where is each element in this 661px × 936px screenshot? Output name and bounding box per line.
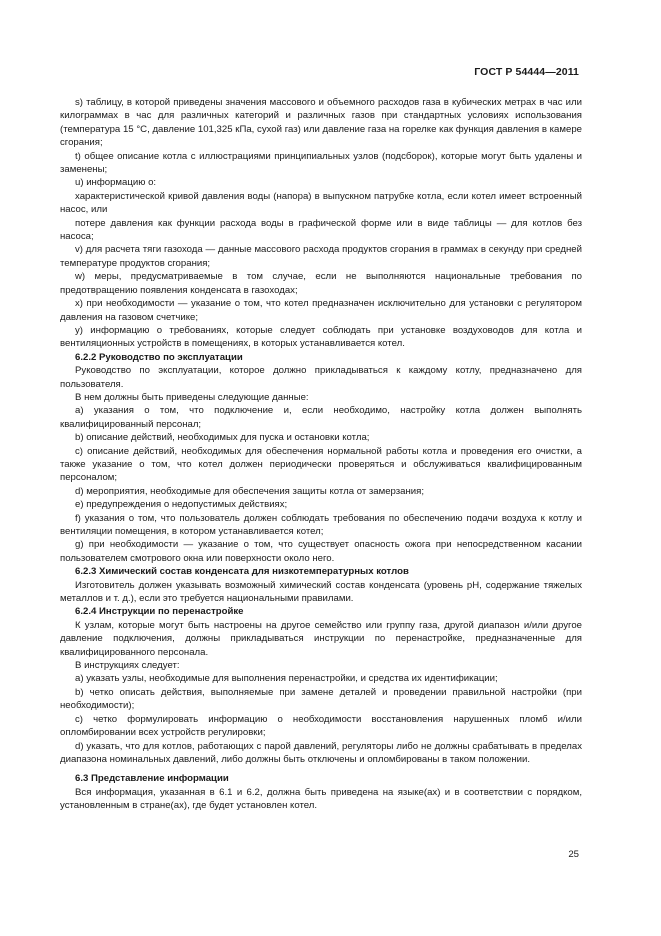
paragraph-item-y: y) информацию о требованиях, которые следует соблюдать при установке воздуховодов для котла и вентиляционных устройств в помещениях, в которых устанавливается котел. xyxy=(60,324,582,350)
paragraph-item-t: t) общее описание котла с иллюстрациями принципиальных узлов (подсборок), которые могут быть удалены и заменены; xyxy=(60,150,582,176)
page-number: 25 xyxy=(568,849,579,860)
document-code: ГОСТ Р 54444—2011 xyxy=(474,66,579,78)
paragraph-item-x: x) при необходимости — указание о том, что котел предназначен исключительно для установки с регулятором давления на газовом счетчике; xyxy=(60,298,582,323)
paragraph: К узлам, которые могут быть настроены на другое семейство или группу газа, другой диапазон и/или другое давление подключения, должны прикладываться инструкции по перенастройке, предназначенные для квалифицированного персонала. xyxy=(60,619,582,658)
list-item-a: a) указания о том, что подключение и, если необходимо, настройку котла должен выполнять квалифицированный персонал; xyxy=(60,405,582,430)
section-heading-6-2-4: 6.2.4 Инструкции по перенастройке xyxy=(75,606,244,618)
list-item-d: d) указать, что для котлов, работающих с парой давлений, регуляторы либо не должны срабатывать в пределах диапазона номинальных давлений, либо должны быть отключены и опломбированы в таком положении. xyxy=(60,740,582,765)
page-body xyxy=(60,96,582,813)
paragraph: В инструкциях следует: xyxy=(75,660,180,672)
paragraph-item-v: v) для расчета тяги газохода — данные массового расхода продуктов сгорания в граммах в секунду при средней температуре продуктов сгорания; xyxy=(60,244,582,269)
list-item-f: f) указания о том, что пользователь должен соблюдать требования по обеспечению подачи воздуха к котлу и вентиляции помещения, в котором устанавливается котел; xyxy=(60,512,582,537)
paragraph: Вся информация, указанная в 6.1 и 6.2, должна быть приведена на языке(ах) и в соответствии с порядком, установленным в стране(ах), где будет установлен котел. xyxy=(60,786,582,812)
paragraph-u-sub-2: потере давления как функции расхода воды в графической форме или в виде таблицы — для котлов без насоса; xyxy=(60,217,582,243)
list-item-d: d) мероприятия, необходимые для обеспечения защиты котла от замерзания; xyxy=(75,485,425,497)
paragraph-item-s: s) таблицу, в которой приведены значения массового и объемного расходов газа в кубических метрах в час или килограммах в час для различных категорий и различных газов при стандартных условиях использования (температура 15 °C, давление 101,325 кПа, сухой газ) или давление газа на горелке как функция давления в камере сгорания; xyxy=(60,97,582,149)
paragraph: Изготовитель должен указывать возможный химический состав конденсата (уровень pH, содержание тяжелых металлов и т. д.), если это требуется национальными правилами. xyxy=(60,579,582,605)
list-item-b: b) описание действий, необходимых для пуска и остановки котла; xyxy=(75,432,370,444)
list-item-g: g) при необходимости — указание о том, что существует опасность ожога при непосредственном касании пользователем смотрового окна или поверхности около него. xyxy=(60,539,582,564)
paragraph: Руководство по эксплуатации, которое должно прикладываться к каждому котлу, предназначено для пользователя. xyxy=(60,365,582,390)
list-item-a: a) указать узлы, необходимые для выполнения перенастройки, и средства их идентификации; xyxy=(75,673,498,685)
section-heading-6-2-2: 6.2.2 Руководство по эксплуатации xyxy=(75,351,243,363)
list-item-c: c) описание действий, необходимых для обеспечения нормальной работы котла и проведения его очистки, а также указание о том, что котел должен периодически проверяться и обслуживаться квалифицированным персоналом; xyxy=(60,445,582,484)
section-heading-6-3: 6.3 Представление информации xyxy=(75,773,229,785)
list-item-b: b) четко описать действия, выполняемые при замене деталей и проведении правильной настройки (при необходимости); xyxy=(60,686,582,712)
paragraph: В нем должны быть приведены следующие данные: xyxy=(75,391,309,403)
section-heading-6-2-3: 6.2.3 Химический состав конденсата для низкотемпературных котлов xyxy=(75,566,409,578)
paragraph-item-w: w) меры, предусматриваемые в том случае, если не выполняются национальные требования по предотвращению появления конденсата в газоходах; xyxy=(60,271,582,296)
list-item-c: c) четко формулировать информацию о необходимости восстановления нарушенных пломб и/или опломбировании всех устройств регулировки; xyxy=(60,713,582,739)
list-item-e: e) предупреждения о недопустимых действиях; xyxy=(75,499,288,511)
paragraph-item-u: u) информацию о: xyxy=(75,177,157,189)
paragraph-u-sub-1: характеристической кривой давления воды (напора) в выпускном патрубке котла, если котел имеет встроенный насос, или xyxy=(60,190,582,216)
